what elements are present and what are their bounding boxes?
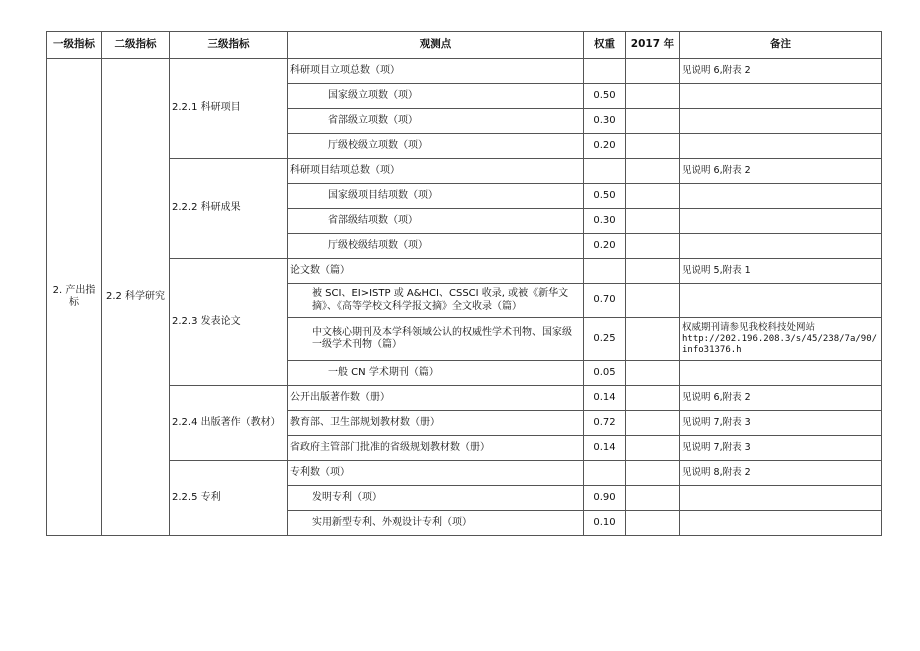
table-row [47, 386, 882, 411]
year-cell[interactable] [626, 436, 680, 461]
remark-cell [680, 318, 882, 361]
observation-cell: 中文核心期刊及本学科领域公认的权威性学术刊物、国家级一级学术刊物（篇） [288, 318, 584, 361]
year-cell[interactable] [626, 109, 680, 134]
remark-cell [680, 511, 882, 536]
remark-cell: 见说明 6,附表 2 [680, 386, 882, 411]
observation-cell: 厅级校级立项数（项） [288, 134, 584, 159]
weight-cell: 0.72 [584, 411, 626, 436]
year-cell[interactable] [626, 234, 680, 259]
weight-cell: 0.50 [584, 84, 626, 109]
header-observation: 观测点 [288, 32, 584, 59]
remark-cell [680, 184, 882, 209]
level3-cell: 2.2.5 专利 [170, 461, 288, 536]
remark-cell [680, 234, 882, 259]
table-row [47, 461, 882, 486]
level1-cell: 2. 产出指标 [47, 59, 102, 536]
observation-cell: 公开出版著作数（册） [288, 386, 584, 411]
remark-cell: 见说明 6,附表 2 [680, 59, 882, 84]
remark-cell [680, 134, 882, 159]
weight-cell [584, 159, 626, 184]
level3-cell: 2.2.2 科研成果 [170, 159, 288, 259]
header-level2: 二级指标 [102, 32, 170, 59]
year-cell[interactable] [626, 386, 680, 411]
observation-cell: 被 SCI、EI>ISTP 或 A&HCI、CSSCI 收录, 或被《新华文摘》、《高等学校文科学报文摘》全文收录（篇） [288, 284, 584, 318]
remark-text: 权威期刊请参见我校科技处网站 [682, 321, 816, 333]
remark-cell: 见说明 8,附表 2 [680, 461, 882, 486]
weight-cell: 0.20 [584, 234, 626, 259]
header-level1: 一级指标 [47, 32, 102, 59]
year-cell[interactable] [626, 486, 680, 511]
weight-cell: 0.05 [584, 361, 626, 386]
weight-cell: 0.50 [584, 184, 626, 209]
remark-cell [680, 109, 882, 134]
level3-cell: 2.2.4 出版著作（教材） [170, 386, 288, 461]
weight-cell [584, 259, 626, 284]
observation-cell: 实用新型专利、外观设计专利（项） [288, 511, 584, 536]
remark-cell: 见说明 7,附表 3 [680, 411, 882, 436]
observation-cell: 省部级立项数（项） [288, 109, 584, 134]
weight-cell: 0.10 [584, 511, 626, 536]
observation-cell: 厅级校级结项数（项） [288, 234, 584, 259]
weight-cell: 0.30 [584, 109, 626, 134]
year-cell[interactable] [626, 461, 680, 486]
weight-cell: 0.14 [584, 436, 626, 461]
year-cell[interactable] [626, 159, 680, 184]
weight-cell: 0.90 [584, 486, 626, 511]
year-cell[interactable] [626, 318, 680, 361]
level2-cell: 2.2 科学研究 [102, 59, 170, 536]
year-cell[interactable] [626, 59, 680, 84]
year-cell[interactable] [626, 184, 680, 209]
remark-cell: 见说明 5,附表 1 [680, 259, 882, 284]
indicator-table [46, 31, 882, 536]
table-row [47, 259, 882, 284]
observation-cell: 专利数（项） [288, 461, 584, 486]
observation-cell: 科研项目立项总数（项） [288, 59, 584, 84]
observation-cell: 教育部、卫生部规划教材数（册） [288, 411, 584, 436]
remark-cell: 见说明 7,附表 3 [680, 436, 882, 461]
remark-cell [680, 84, 882, 109]
observation-cell: 省政府主管部门批准的省级规划教材数（册） [288, 436, 584, 461]
observation-cell: 国家级项目结项数（项） [288, 184, 584, 209]
observation-cell: 国家级立项数（项） [288, 84, 584, 109]
observation-cell: 科研项目结项总数（项） [288, 159, 584, 184]
weight-cell: 0.14 [584, 386, 626, 411]
header-weight: 权重 [584, 32, 626, 59]
year-cell[interactable] [626, 209, 680, 234]
remark-cell: 见说明 6,附表 2 [680, 159, 882, 184]
year-cell[interactable] [626, 134, 680, 159]
header-remarks: 备注 [680, 32, 882, 59]
observation-cell: 论文数（篇） [288, 259, 584, 284]
remark-url-link[interactable]: http://202.196.208.3/s/45/238/7a/90/info31376.h [682, 333, 878, 355]
year-cell[interactable] [626, 84, 680, 109]
weight-cell [584, 59, 626, 84]
remark-cell [680, 486, 882, 511]
header-year: 2017 年 [626, 32, 680, 59]
observation-cell: 发明专利（项） [288, 486, 584, 511]
weight-cell [584, 461, 626, 486]
table-row [47, 59, 882, 84]
weight-cell: 0.30 [584, 209, 626, 234]
weight-cell: 0.25 [584, 318, 626, 361]
observation-cell: 一般 CN 学术期刊（篇） [288, 361, 584, 386]
year-cell[interactable] [626, 361, 680, 386]
year-cell[interactable] [626, 259, 680, 284]
header-row [47, 32, 882, 59]
weight-cell: 0.70 [584, 284, 626, 318]
level3-cell: 2.2.1 科研项目 [170, 59, 288, 159]
remark-cell [680, 284, 882, 318]
header-level3: 三级指标 [170, 32, 288, 59]
remark-cell [680, 361, 882, 386]
table-row [47, 159, 882, 184]
year-cell[interactable] [626, 284, 680, 318]
year-cell[interactable] [626, 511, 680, 536]
weight-cell: 0.20 [584, 134, 626, 159]
level3-cell: 2.2.3 发表论文 [170, 259, 288, 386]
year-cell[interactable] [626, 411, 680, 436]
remark-cell [680, 209, 882, 234]
observation-cell: 省部级结项数（项） [288, 209, 584, 234]
